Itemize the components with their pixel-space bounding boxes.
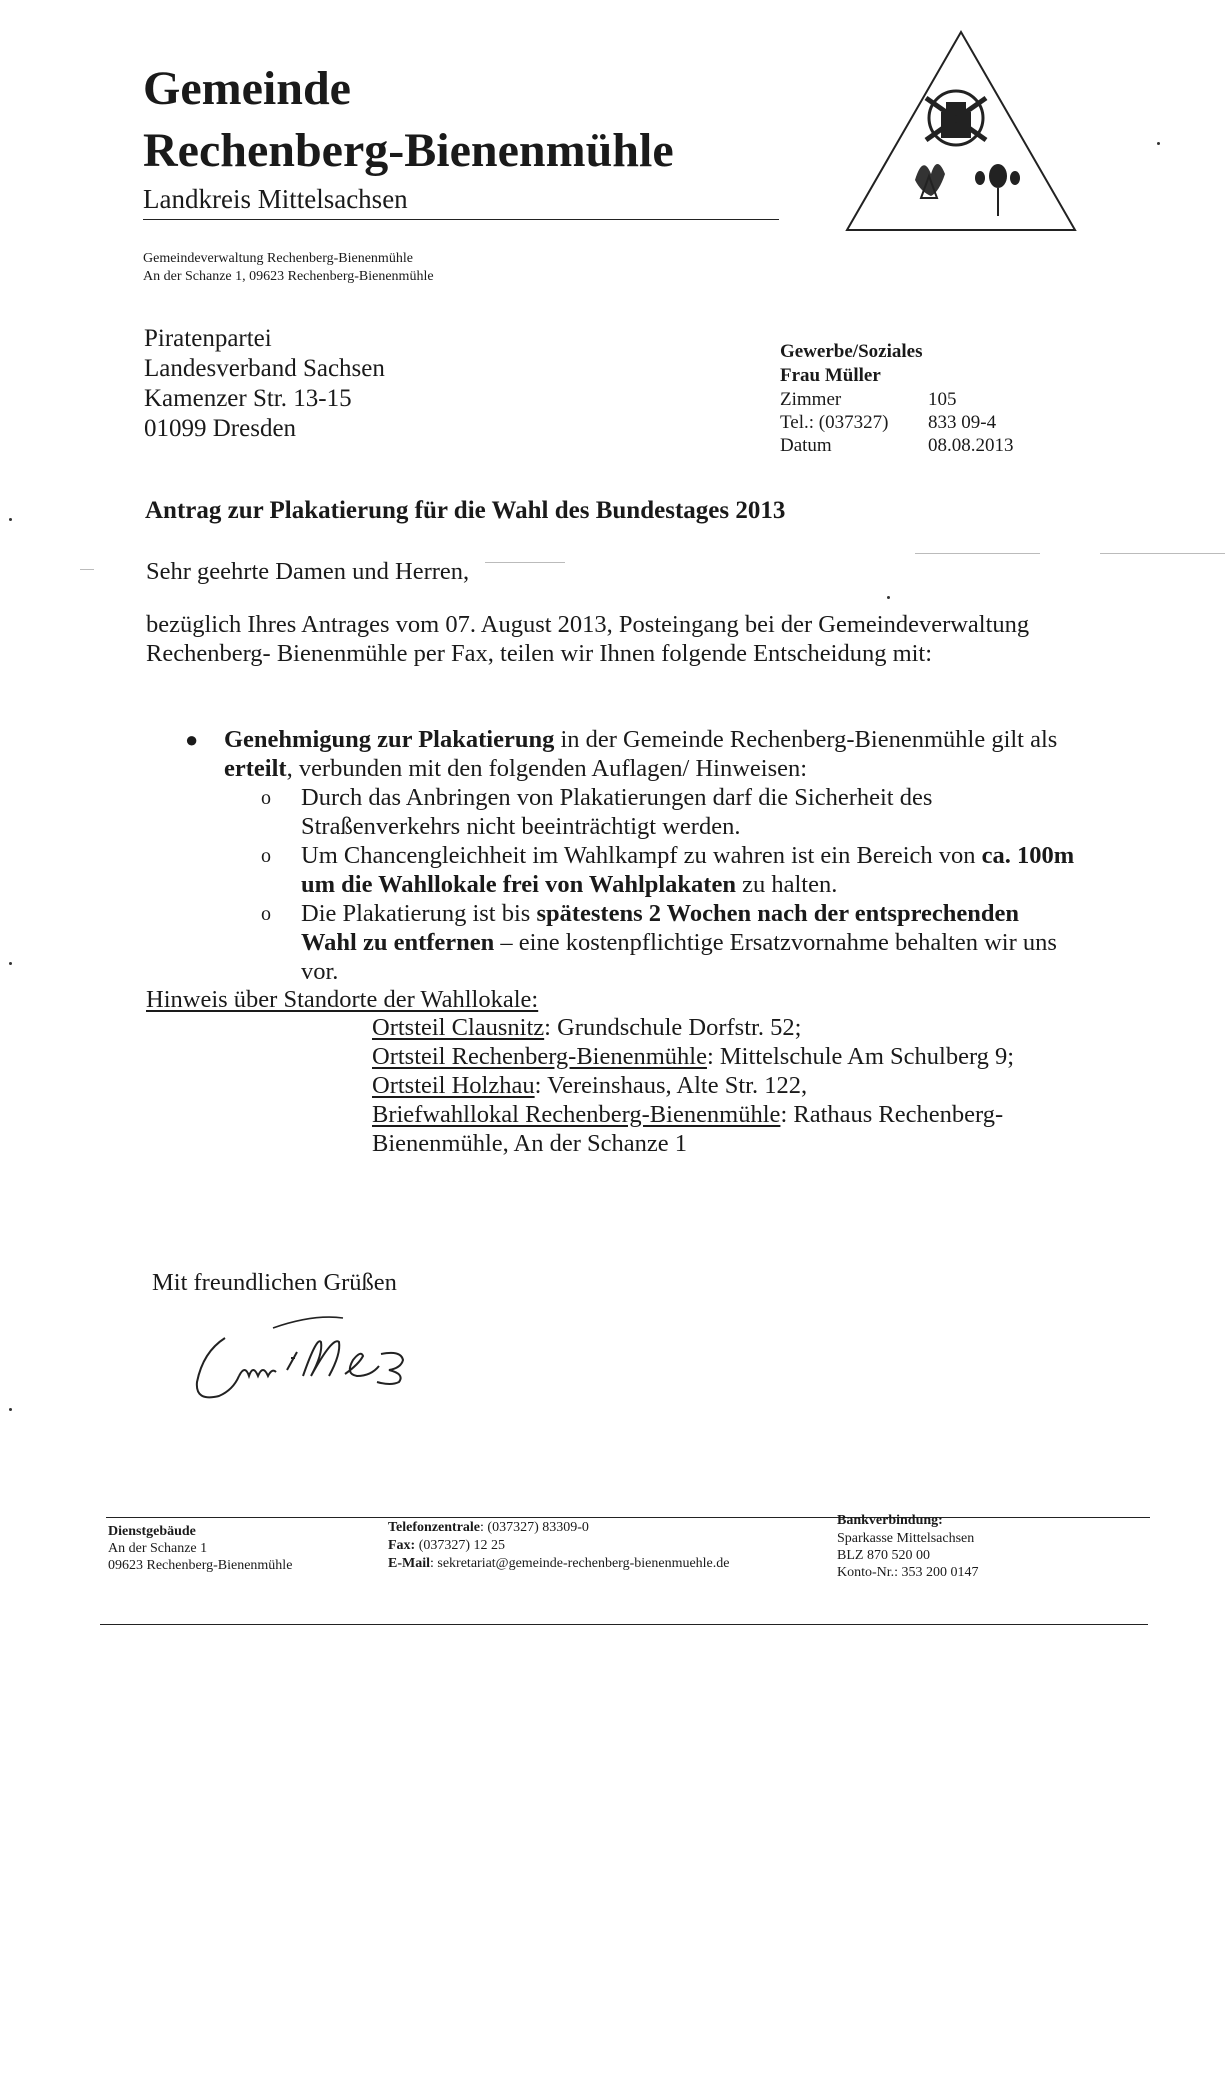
municipality-title-line2: Rechenberg-Bienenmühle — [143, 124, 674, 177]
sub3-line-1 — [301, 899, 1019, 928]
decision-line-2 — [224, 754, 807, 783]
department-name: Gewerbe/Soziales — [780, 341, 923, 362]
decision-line2-bold: erteilt — [224, 755, 287, 782]
polling-location-2-text: : Mittelschule Am Schulberg 9; — [706, 1043, 1015, 1070]
coat-of-arms-logo — [843, 28, 1079, 238]
decision-lead-bold: Genehmigung zur Plakatierung — [224, 726, 555, 753]
date-label: Datum — [780, 435, 832, 456]
sub1-line-1: Durch das Anbringen von Plakatierungen darf die Sicherheit des — [301, 784, 933, 811]
recipient-line-1: Piratenpartei — [144, 325, 272, 352]
salutation: Sehr geehrte Damen und Herren, — [146, 558, 470, 585]
header-divider — [143, 219, 779, 220]
polling-location-2 — [372, 1042, 1014, 1071]
tel-label: Tel.: (037327) — [780, 412, 889, 433]
closing: Mit freundlichen Grüßen — [152, 1269, 397, 1296]
tel-value: 833 09-4 — [928, 412, 997, 433]
intro-line-2: Rechenberg- Bienenmühle per Fax, teilen wir Ihnen folgende Entscheidung mit: — [146, 640, 933, 667]
footer-divider-top — [106, 1517, 1150, 1518]
scan-dash — [80, 569, 94, 570]
polling-location-4 — [372, 1100, 1003, 1129]
room-value: 105 — [928, 389, 957, 410]
polling-location-4-label: Briefwahllokal Rechenberg-Bienenmühle — [372, 1101, 781, 1128]
recipient-line-4: 01099 Dresden — [144, 415, 297, 442]
scan-speck — [887, 596, 890, 599]
footer-tel-label: Telefonzentrale — [388, 1520, 481, 1535]
date-value: 08.08.2013 — [928, 435, 1014, 456]
letter-subject: Antrag zur Plakatierung für die Wahl des Bundestages 2013 — [145, 497, 786, 524]
polling-location-3 — [372, 1071, 807, 1100]
sub-marker-2: o — [261, 845, 271, 867]
sub3-line1-pre: Die Plakatierung ist bis — [301, 900, 537, 927]
sub3-line-3: vor. — [301, 958, 339, 985]
polling-location-3-text: : Vereinshaus, Alte Str. 122, — [534, 1072, 808, 1099]
decision-lead-rest: in der Gemeinde Rechenberg-Bienenmühle gilt als — [554, 726, 1058, 753]
municipality-title-line1: Gemeinde — [143, 62, 351, 115]
footer-email-value: : sekretariat@gemeinde-rechenberg-bienenmuehle.de — [430, 1556, 730, 1571]
polling-location-1-label: Ortsteil Clausnitz — [372, 1014, 545, 1041]
sub2-line-1 — [301, 841, 1074, 870]
scan-speck — [1157, 142, 1160, 145]
sender-line-2: An der Schanze 1, 09623 Rechenberg-Bienenmühle — [143, 269, 434, 284]
sub3-line1-bold: spätestens 2 Wochen nach der entsprechenden — [536, 900, 1020, 927]
footer-bank-line3: Konto-Nr.: 353 200 0147 — [837, 1565, 979, 1580]
sub3-line2-rest: – eine kostenpflichtige Ersatzvornahme behalten wir uns — [494, 929, 1057, 956]
footer-building-heading: Dienstgebäude — [108, 1524, 196, 1539]
footer-fax-value: (037327) 12 25 — [415, 1538, 506, 1553]
footer-building-line2: 09623 Rechenberg-Bienenmühle — [108, 1558, 293, 1573]
recipient-line-2: Landesverband Sachsen — [144, 355, 385, 382]
room-label: Zimmer — [780, 389, 842, 410]
sub3-line-2 — [301, 928, 1057, 957]
scan-speck — [9, 1408, 12, 1411]
polling-location-4-line2: Bienenmühle, An der Schanze 1 — [372, 1130, 688, 1157]
scan-dash — [915, 553, 1040, 554]
scan-speck — [9, 518, 12, 521]
polling-location-3-label: Ortsteil Holzhau — [372, 1072, 535, 1099]
department-contact: Frau Müller — [780, 365, 881, 386]
decision-line2-rest: , verbunden mit den folgenden Auflagen/ Hinweisen: — [286, 755, 808, 782]
bullet-marker: ● — [185, 727, 199, 752]
sender-line-1: Gemeindeverwaltung Rechenberg-Bienenmühle — [143, 251, 413, 266]
intro-line-1: bezüglich Ihres Antrages vom 07. August 2013, Posteingang bei der Gemeindeverwaltung — [146, 611, 1030, 638]
sub3-line2-bold: Wahl zu entfernen — [301, 929, 495, 956]
scan-dash — [1100, 553, 1225, 554]
footer-bank-heading: Bankverbindung: — [837, 1513, 943, 1528]
sub2-line1-pre: Um Chancengleichheit im Wahlkampf zu wahren ist ein Bereich von — [301, 842, 982, 869]
footer-tel — [388, 1519, 589, 1536]
decision-line-1 — [224, 725, 1057, 754]
sub2-line2-bold: um die Wahllokale frei von Wahlplakaten — [301, 871, 736, 898]
footer-tel-value: : (037327) 83309-0 — [480, 1520, 589, 1535]
sub2-line2-rest: zu halten. — [735, 871, 838, 898]
footer-fax — [388, 1537, 505, 1554]
scan-dash — [485, 562, 565, 563]
polling-location-1 — [372, 1013, 801, 1042]
polling-location-2-label: Ortsteil Rechenberg-Bienenmühle — [372, 1043, 707, 1070]
sub-marker-3: o — [261, 903, 271, 925]
footer-email-label: E-Mail — [388, 1556, 430, 1571]
polling-location-1-text: : Grundschule Dorfstr. 52; — [544, 1014, 802, 1041]
footer-fax-label: Fax: — [388, 1538, 416, 1553]
footer-bank-line2: BLZ 870 520 00 — [837, 1548, 930, 1563]
sub1-line-2: Straßenverkehrs nicht beeinträchtigt werden. — [301, 813, 741, 840]
scan-speck — [9, 962, 12, 965]
sub2-line-2 — [301, 870, 837, 899]
footer-building-line1: An der Schanze 1 — [108, 1541, 208, 1556]
district-name: Landkreis Mittelsachsen — [143, 184, 408, 214]
polling-location-4-text: : Rathaus Rechenberg- — [780, 1101, 1004, 1128]
handwritten-signature — [195, 1308, 415, 1404]
recipient-line-3: Kamenzer Str. 13-15 — [144, 385, 352, 412]
sub-marker-1: o — [261, 787, 271, 809]
footer-email — [388, 1555, 730, 1572]
polling-heading: Hinweis über Standorte der Wahllokale: — [146, 986, 539, 1013]
footer-divider-bottom — [100, 1624, 1148, 1625]
sub2-line1-bold: ca. 100m — [981, 842, 1075, 869]
footer-bank-line1: Sparkasse Mittelsachsen — [837, 1531, 975, 1546]
